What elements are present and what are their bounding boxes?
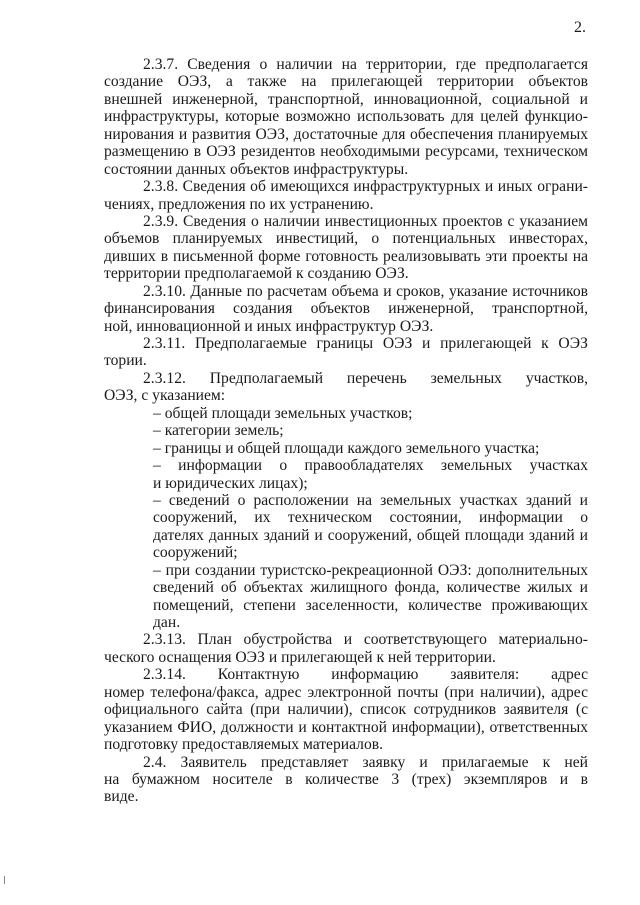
list-item <box>104 492 588 562</box>
text-line: 2.3.8. Сведения об имеющихся инфраструктурных и иных ограни- <box>143 178 588 196</box>
text-line: чениях, предложения по их устранению. <box>104 195 374 213</box>
text-line: состоянии данных объектов инфраструктуры. <box>104 160 409 178</box>
text-line: дивших в письменной форме готовность реализовывать эти проекты на <box>104 247 588 265</box>
text-line: 2.3.11. Предполагаемые границы ОЭЗ и прилегающей к ОЭЗ <box>143 335 588 352</box>
paragraph <box>104 335 588 370</box>
text-line: официального сайта (при наличии), список сотрудников заявителя (с <box>104 701 588 719</box>
text-line: финансирования создания объектов инженерной, транспортной, <box>104 300 588 318</box>
paragraph <box>104 178 588 213</box>
text-line: создание ОЭЗ, а также на прилегающей территории объектов <box>104 73 588 91</box>
text-line: помещений, степени заселенности, количестве проживающих <box>153 596 588 614</box>
paragraph <box>104 370 588 405</box>
text-line: 2.3.12. Предполагаемый перечень земельных участков, <box>143 369 588 387</box>
list-item <box>104 457 588 492</box>
text-line: – сведений о расположении на земельных участках зданий и <box>153 491 588 509</box>
text-line: – при создании туристско-рекреационной ОЭЗ: дополнительных <box>153 561 588 579</box>
list-item <box>104 422 588 439</box>
paragraph <box>104 213 588 283</box>
list-item <box>104 440 588 457</box>
text-line: нирования и развития ОЭЗ, достаточные для обеспечения планируемых <box>104 125 588 143</box>
text-line: объемов планируемых инвестиций, о потенциальных инвесторах, <box>104 230 588 248</box>
text-line: подготовку предоставляемых материалов. <box>104 736 383 754</box>
text-line: дателях данных зданий и сооружений, общей площади зданий и <box>153 526 588 544</box>
text-line: ческого оснащения ОЭЗ и прилегающей к ней территории. <box>104 648 496 666</box>
paragraph <box>104 754 588 806</box>
text-line: – границы и общей площади каждого земельного участка; <box>153 439 540 457</box>
text-line: дан. <box>153 614 181 631</box>
text-line: внешней инженерной, транспортной, инновационной, социальной и <box>104 90 588 108</box>
text-line: ной, инновационной и иных инфраструктур ОЭЗ. <box>104 317 434 335</box>
text-line: – общей площади земельных участков; <box>153 404 413 422</box>
text-line: сооружений; <box>153 544 238 562</box>
text-line: 2.3.13. План обустройства и соответствующего материально- <box>143 631 588 649</box>
list-item <box>104 562 588 632</box>
paragraph <box>104 56 588 178</box>
text-line: 2.4. Заявитель представляет заявку и прилагаемые к ней <box>143 753 588 771</box>
text-line: территории предполагаемой к созданию ОЭЗ. <box>104 265 409 283</box>
paragraph <box>104 666 588 753</box>
scan-edge-mark <box>4 876 5 884</box>
text-line: инфраструктуры, которые возможно использовать для целей функцио- <box>104 108 588 126</box>
text-line: тории. <box>104 352 147 370</box>
page-number: 2. <box>574 19 586 36</box>
text-line: размещению в ОЭЗ резидентов необходимыми ресурсами, техническом <box>104 143 588 161</box>
paragraph <box>104 631 588 666</box>
text-line: 2.3.7. Сведения о наличии на территории, где предполагается <box>143 56 588 73</box>
text-line: 2.3.10. Данные по расчетам объема и сроков, указание источников <box>143 282 588 300</box>
text-line: на бумажном носителе в количестве 3 (трех) экземпляров и в <box>104 770 588 788</box>
text-line: 2.3.9. Сведения о наличии инвестиционных проектов с указанием <box>143 212 588 230</box>
text-line: и юридических лицах); <box>153 474 308 492</box>
paragraph <box>104 283 588 335</box>
text-line: указанием ФИО, должности и контактной информации), ответственных <box>104 718 588 736</box>
text-line: сведений об объектах жилищного фонда, количестве жилых и <box>153 579 588 597</box>
text-line: – категории земель; <box>153 422 284 440</box>
text-line: – информации о правообладателях земельных участках <box>153 457 588 475</box>
document-body <box>104 56 588 806</box>
text-line: ОЭЗ, с указанием: <box>104 387 226 405</box>
text-line: 2.3.14. Контактную информацию заявителя: адрес <box>143 666 588 684</box>
text-line: номер телефона/факса, адрес электронной почты (при наличии), адрес <box>104 683 588 701</box>
list-item <box>104 405 588 422</box>
text-line: виде. <box>104 788 139 806</box>
text-line: сооружений, их техническом состоянии, информации о <box>153 509 588 527</box>
